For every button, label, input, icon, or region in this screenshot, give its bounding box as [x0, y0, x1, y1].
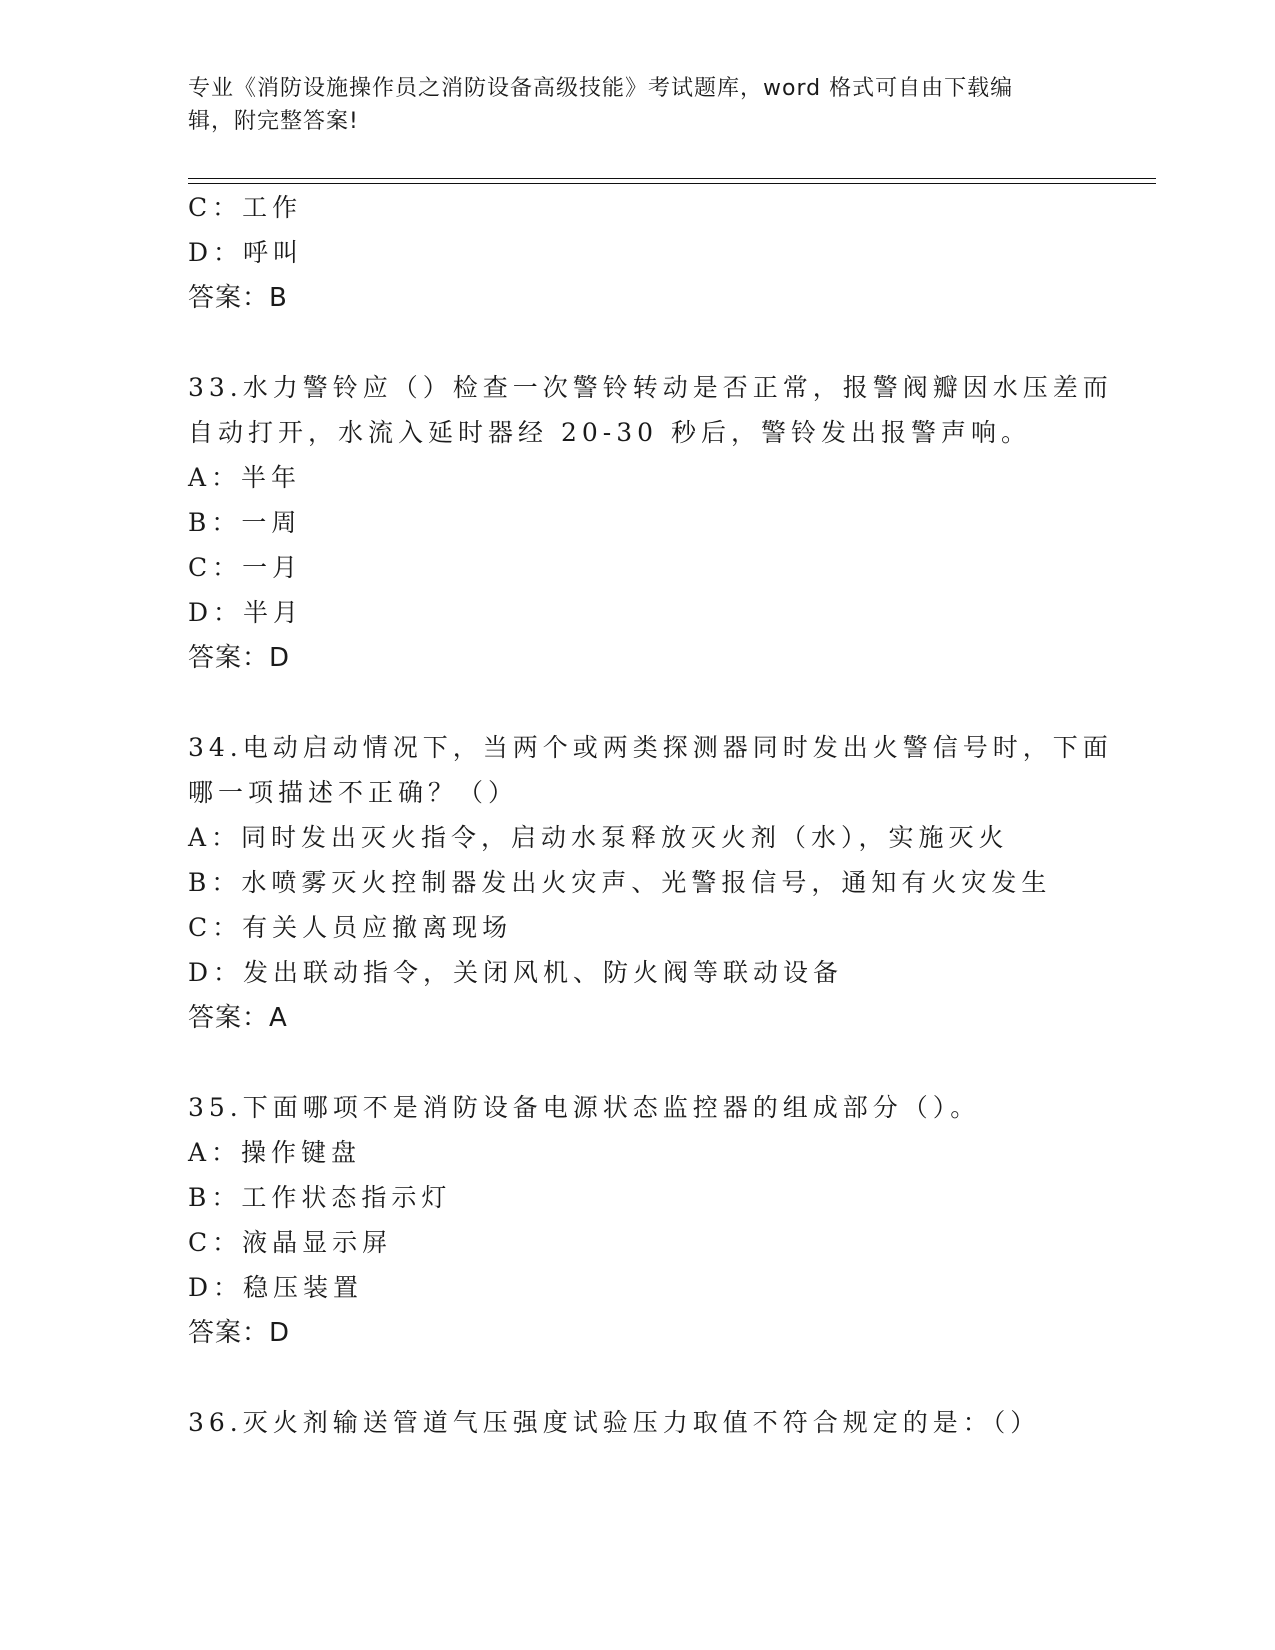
q35-option-d: D：稳压装置 [188, 1273, 364, 1302]
q35-answer: 答案：D [188, 1318, 291, 1348]
prev-answer: 答案：B [188, 283, 288, 313]
header-rule-top [188, 178, 1156, 179]
header-line-1: 专业《消防设施操作员之消防设备高级技能》考试题库，word 格式可自由下载编 [188, 76, 1014, 101]
header-rule-bottom [188, 183, 1156, 184]
q34-option-b: B：水喷雾灭火控制器发出火灾声、光警报信号，通知有火灾发生 [188, 868, 1052, 897]
q33-option-c: C：一月 [188, 553, 303, 582]
q33-answer: 答案：D [188, 643, 291, 673]
prev-option-d: D：呼叫 [188, 238, 304, 267]
q35-option-c: C：液晶显示屏 [188, 1228, 393, 1257]
q35-option-b: B：工作状态指示灯 [188, 1183, 452, 1212]
q33-stem-line-2: 自动打开，水流入延时器经 20-30 秒后，警铃发出报警声响。 [188, 418, 1031, 447]
q33-stem-line-1: 33.水力警铃应（）检查一次警铃转动是否正常，报警阀瓣因水压差而 [188, 373, 1113, 402]
q34-option-d: D：发出联动指令，关闭风机、防火阀等联动设备 [188, 958, 844, 987]
q33-option-a: A：半年 [188, 463, 302, 492]
q34-option-c: C：有关人员应撤离现场 [188, 913, 513, 942]
q34-option-a: A：同时发出灭火指令，启动水泵释放灭火剂（水），实施灭火 [188, 823, 1009, 852]
q34-stem-line-2: 哪一项描述不正确？（） [188, 778, 519, 807]
q34-stem-line-1: 34.电动启动情况下，当两个或两类探测器同时发出火警信号时，下面 [188, 733, 1113, 762]
q35-stem-line-1: 35.下面哪项不是消防设备电源状态监控器的组成部分（）。 [188, 1093, 981, 1122]
q34-answer: 答案：A [188, 1003, 288, 1033]
q33-option-d: D：半月 [188, 598, 304, 627]
header-line-2: 辑，附完整答案! [188, 109, 359, 134]
q35-option-a: A：操作键盘 [188, 1138, 362, 1167]
prev-option-c: C：工作 [188, 193, 303, 222]
q33-option-b: B：一周 [188, 508, 302, 537]
q36-stem-line-1: 36.灭火剂输送管道气压强度试验压力取值不符合规定的是：（） [188, 1408, 1041, 1437]
document-header [188, 72, 1068, 138]
